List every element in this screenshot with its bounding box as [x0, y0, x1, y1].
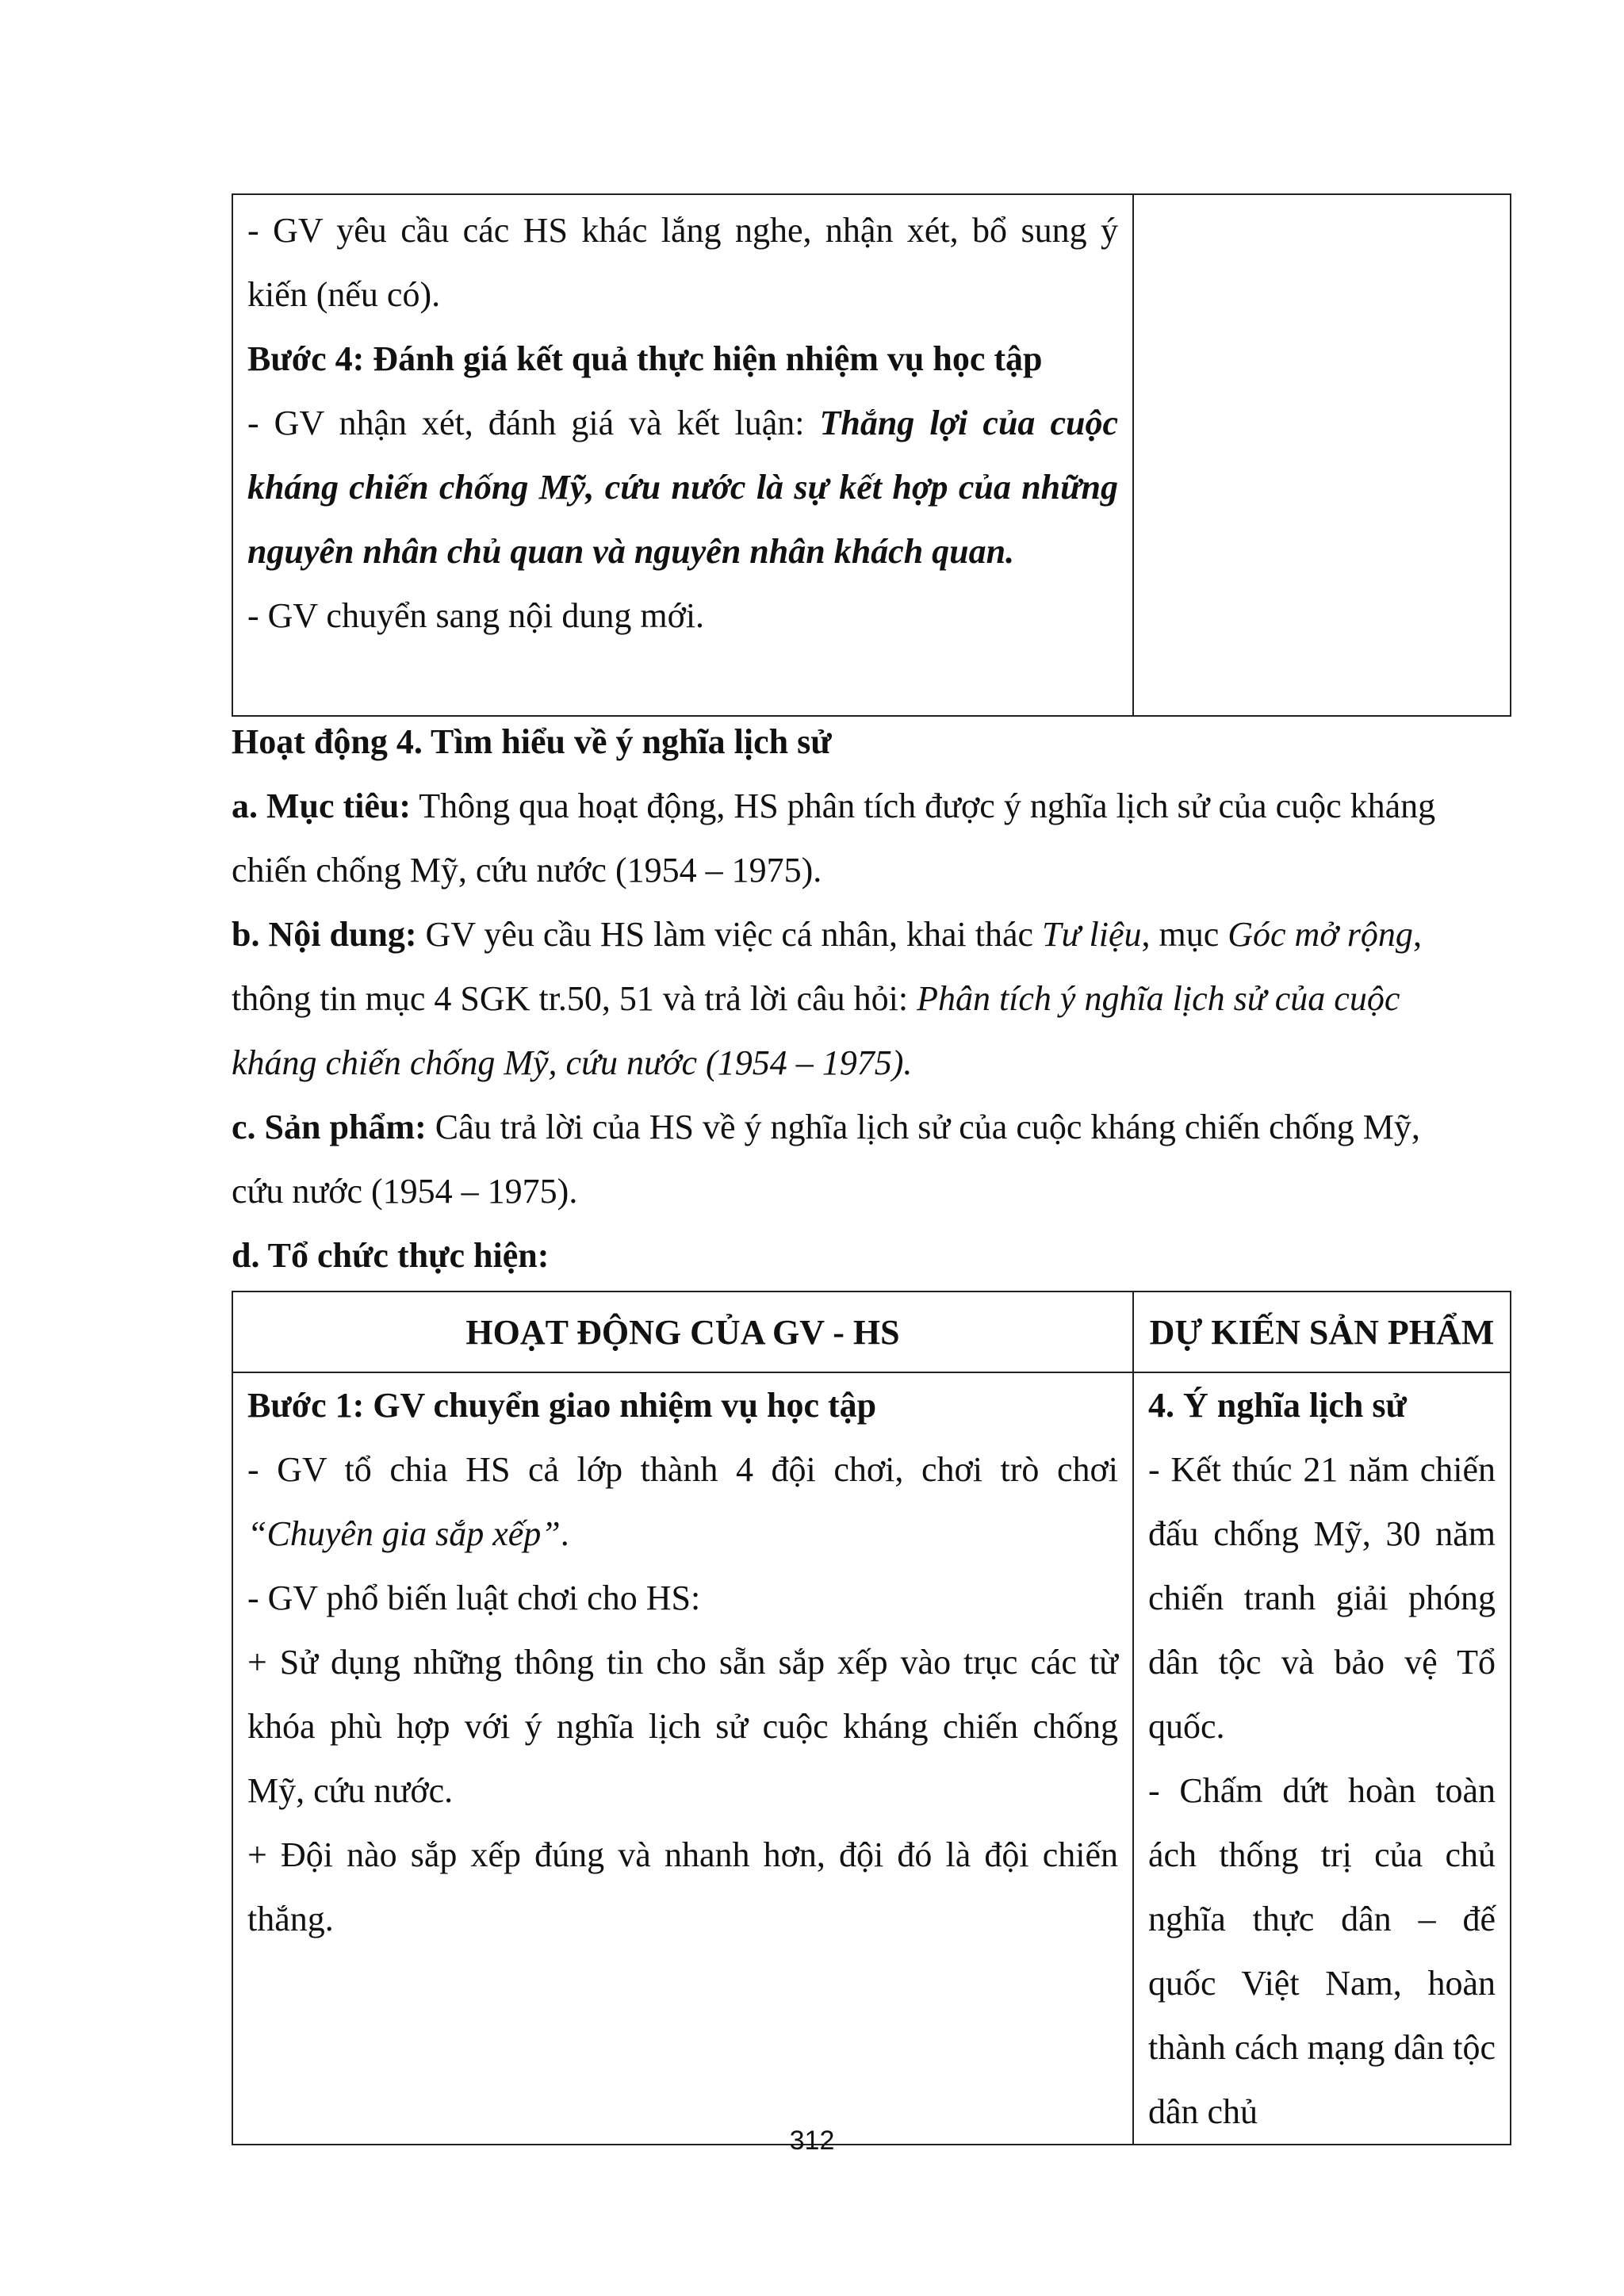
product-line-1: - Kết thúc 21 năm chiến đấu chống Mỹ, 30 năm chiến tranh giải phóng dân tộc và bảo vệ Tổ quốc.: [1148, 1450, 1496, 1746]
content-italic-1: Tư liệu: [1042, 915, 1142, 954]
content-text-2: , mục: [1141, 915, 1228, 954]
content-paragraph: [232, 902, 1469, 1095]
conclusion-prefix: - GV nhận xét, đánh giá và kết luận:: [247, 404, 820, 442]
teacher-student-activity-cell: [232, 194, 1133, 716]
content-text-1: GV yêu cầu HS làm việc cá nhân, khai thác: [416, 915, 1043, 954]
step4-heading: Bước 4: Đánh giá kết quả thực hiện nhiệm vụ học tập: [247, 339, 1043, 378]
objective-paragraph: [232, 774, 1469, 902]
continued-activity-table: [232, 193, 1511, 717]
activity-table: [232, 1291, 1511, 2145]
organization-heading: d. Tổ chức thực hiện:: [232, 1236, 550, 1275]
activity-section: [232, 710, 1469, 1288]
team-division-suffix: .: [560, 1514, 569, 1553]
header-teacher-student-activity: HOẠT ĐỘNG CỦA GV - HS: [232, 1292, 1133, 1372]
content-italic-2: Góc mở rộng: [1228, 915, 1413, 954]
team-division-line: [247, 1437, 1118, 1566]
page-number: 312: [789, 2126, 835, 2156]
rule-2-line: + Đội nào sắp xếp đúng và nhanh hơn, đội đó là đội chiến thắng.: [247, 1835, 1118, 1938]
objective-label: a. Mục tiêu:: [232, 786, 412, 825]
rules-intro-line: - GV phổ biến luật chơi cho HS:: [247, 1578, 701, 1617]
header-expected-product: DỰ KIẾN SẢN PHẨM: [1133, 1292, 1511, 1372]
conclusion-paragraph: [247, 391, 1118, 584]
listen-comment-line: - GV yêu cầu các HS khác lắng nghe, nhận xét, bổ sung ý kiến (nếu có).: [247, 211, 1118, 314]
expected-product-cell-empty: [1133, 194, 1511, 716]
product-text: Câu trả lời của HS về ý nghĩa lịch sử của cuộc kháng chiến chống Mỹ, cứu nước (1954 – 1975).: [232, 1108, 1420, 1211]
activity-title: Hoạt động 4. Tìm hiểu về ý nghĩa lịch sử: [232, 722, 832, 761]
product-line-2: - Chấm dứt hoàn toàn ách thống trị của chủ nghĩa thực dân – đế quốc Việt Nam, hoàn thành cách mạng dân tộc dân chủ: [1148, 1771, 1496, 2131]
conclusion-text: Thắng lợi của cuộc kháng chiến chống Mỹ, cứu nước là sự kết hợp của những nguyên nhân chủ quan và nguyên nhân khách quan.: [247, 404, 1118, 571]
content-question: Phân tích ý nghĩa lịch sử của cuộc kháng chiến chống Mỹ, cứu nước (1954 – 1975).: [232, 979, 1400, 1082]
content-label: b. Nội dung:: [232, 915, 417, 954]
game-name: “Chuyên gia sắp xếp”: [247, 1514, 561, 1553]
rule-1-line: + Sử dụng những thông tin cho sẵn sắp xếp vào trục các từ khóa phù hợp với ý nghĩa lịch sử cuộc kháng chiến chống Mỹ, cứu nước.: [247, 1643, 1118, 1810]
objective-text: Thông qua hoạt động, HS phân tích được ý nghĩa lịch sử của cuộc kháng chiến chống Mỹ, cứu nước (1954 – 1975).: [232, 786, 1436, 890]
product-heading: 4. Ý nghĩa lịch sử: [1148, 1386, 1407, 1425]
product-paragraph: [232, 1095, 1469, 1223]
expected-product-cell: [1133, 1372, 1511, 2145]
next-content-line: - GV chuyển sang nội dung mới.: [247, 596, 705, 635]
step1-heading: Bước 1: GV chuyển giao nhiệm vụ học tập: [247, 1386, 877, 1425]
activity-steps-cell: [232, 1372, 1133, 2145]
team-division-prefix: - GV tổ chia HS cả lớp thành 4 đội chơi, chơi trò chơi: [247, 1450, 1118, 1489]
product-label: c. Sản phẩm:: [232, 1108, 427, 1146]
content-text-3: , thông tin mục 4 SGK tr.50, 51 và trả lời câu hỏi:: [232, 915, 1422, 1018]
